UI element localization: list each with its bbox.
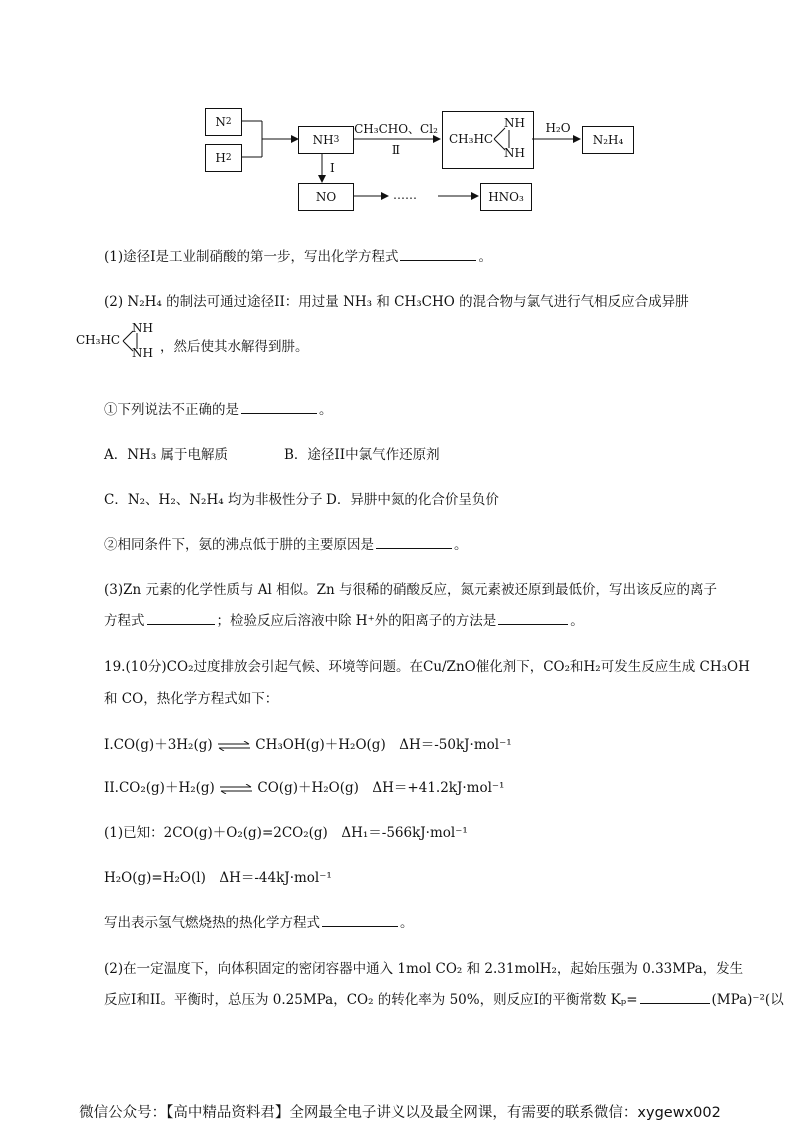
- q18-sub1-end: 。: [319, 402, 333, 418]
- n2h4-box: [582, 126, 634, 154]
- q19-part1-ask: [104, 911, 414, 931]
- n2-sub: 2: [225, 117, 232, 127]
- p2-ring-nh-top: NH: [132, 321, 153, 335]
- footer-watermark: 微信公众号：【高中精品资料君】全网最全电子讲义以及最全网课，有需要的联系微信：xygewx002: [79, 1105, 721, 1121]
- route2-label: Ⅱ: [391, 143, 401, 157]
- q18-part1: [104, 245, 492, 265]
- h2o-label: H₂O: [545, 121, 571, 135]
- q18-sub2-end: 。: [454, 537, 468, 553]
- hno3-label: HNO₃: [488, 190, 524, 204]
- q19-part1-known: (1)已知：2CO(g)＋O₂(g)=2CO₂(g) ΔH₁＝-566kJ·mol⁻¹: [104, 825, 468, 841]
- q18-sub2-text: ②相同条件下，氨的沸点低于肼的主要原因是: [104, 537, 374, 553]
- h2-label: H: [215, 151, 226, 165]
- n2h4-label: N₂H₄: [592, 133, 624, 147]
- equilibrium-arrow-icon: [219, 784, 253, 794]
- q19-part1-ask-text: 写出表示氢气燃烧热的热化学方程式: [104, 915, 320, 931]
- answer-blank: [322, 914, 398, 927]
- q19-intro-line2: 和 CO，热化学方程式如下：: [104, 691, 279, 707]
- no-label: NO: [315, 190, 337, 204]
- q18-sub1-text: ①下列说法不正确的是: [104, 402, 239, 418]
- eq1-left: I.CO(g)＋3H₂(g): [104, 737, 213, 753]
- q18-part1-text: (1)途径I是工业制硝酸的第一步，写出化学方程式: [104, 249, 399, 265]
- option-c: C．N₂、H₂、N₂H₄ 均为非极性分子: [104, 492, 323, 508]
- q19-part1-ask-end: 。: [400, 915, 414, 931]
- q19-part2-text: 反应I和II。平衡时，总压为 0.25MPa，CO₂ 的转化率为 50%，则反应I的平衡常数 Kₚ=: [104, 992, 638, 1008]
- answer-blank: [241, 401, 317, 414]
- q19-part1-water: H₂O(g)=H₂O(l) ΔH＝-44kJ·mol⁻¹: [104, 870, 332, 886]
- q19-part2-line2: [104, 988, 784, 1008]
- answer-blank: [498, 612, 568, 625]
- route2-reagents: CH₃CHO、Cl₂: [354, 122, 438, 136]
- q18-sub2: [104, 533, 468, 553]
- eq2-right: CO(g)＋H₂O(g) ΔH＝+41.2kJ·mol⁻¹: [257, 780, 505, 796]
- p2-ring-nh-bottom: NH: [132, 346, 153, 360]
- isohydrazine-structure: [76, 321, 166, 361]
- equation-2: [104, 776, 504, 796]
- q18-part3-end: 。: [570, 613, 584, 629]
- q18-part3-text1: 方程式: [104, 613, 145, 629]
- hno3-box: [480, 183, 532, 211]
- option-b: B．途径II中氯气作还原剂: [284, 447, 440, 463]
- ring-nh-top: NH: [504, 116, 525, 130]
- q18-part2-line2: ，然后使其水解得到肼。: [160, 339, 309, 355]
- route1-label: I: [330, 161, 335, 175]
- q18-part3-line2: [104, 609, 584, 629]
- n2-box: [205, 108, 242, 136]
- answer-blank: [376, 536, 452, 549]
- no-box: [298, 183, 354, 211]
- h2-sub: 2: [225, 153, 232, 163]
- q18-part3-line1: (3)Zn 元素的化学性质与 Al 相似。Zn 与很稀的硝酸反应，氮元素被还原到最低价，写出该反应的离子: [104, 582, 718, 598]
- equation-1: [104, 733, 512, 753]
- ring-prefix: CH₃HC: [449, 132, 494, 146]
- ring-nh-bottom: NH: [504, 146, 525, 160]
- q18-sub1: [104, 398, 333, 418]
- option-a: A．NH₃ 属于电解质: [104, 447, 229, 463]
- n2-label: N: [215, 115, 226, 129]
- answer-blank: [147, 612, 215, 625]
- q19-part2-line1: (2)在一定温度下，向体积固定的密闭容器中通入 1mol CO₂ 和 2.31molH₂，起始压强为 0.33MPa，发生: [104, 961, 744, 977]
- eq2-left: II.CO₂(g)＋H₂(g): [104, 780, 215, 796]
- answer-blank: [640, 991, 710, 1004]
- dots-label: ……: [393, 188, 417, 202]
- nh3-sub: 3: [333, 135, 340, 145]
- q19-intro-line1: 19.(10分)CO₂过度排放会引起气候、环境等问题。在Cu/ZnO催化剂下，CO₂和H₂可发生反应生成 CH₃OH: [104, 659, 750, 675]
- eq1-right: CH₃OH(g)＋H₂O(g) ΔH＝-50kJ·mol⁻¹: [255, 737, 512, 753]
- q19-part2-unit: (MPa)⁻²(以: [711, 992, 784, 1008]
- equilibrium-arrow-icon: [217, 741, 251, 751]
- h2-box: [205, 144, 242, 172]
- nh3-box: [298, 126, 354, 154]
- q18-part2-line1: (2) N₂H₄ 的制法可通过途径II：用过量 NH₃ 和 CH₃CHO 的混合物与氯气进行气相反应合成异肼: [104, 294, 689, 310]
- nh3-label: NH: [312, 133, 334, 147]
- answer-blank: [400, 248, 476, 261]
- p2-ring-prefix: CH₃HC: [76, 333, 121, 347]
- q18-part3-text2: ；检验反应后溶液中除 H⁺外的阳离子的方法是: [216, 613, 497, 629]
- q18-part1-end: 。: [478, 249, 492, 265]
- option-d: D．异肼中氮的化合价呈负价: [326, 492, 499, 508]
